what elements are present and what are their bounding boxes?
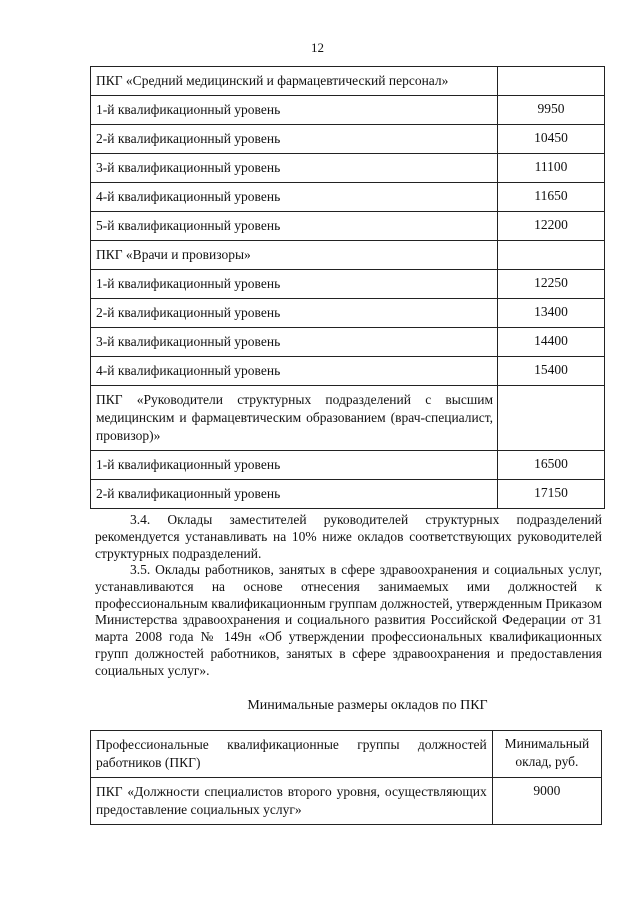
table-row: [91, 328, 605, 357]
level-name-cell: 2-й квалификационный уровень: [91, 125, 498, 154]
section-subtitle: Минимальные размеры окладов по ПКГ: [247, 698, 488, 713]
level-name-cell: 1-й квалификационный уровень: [91, 451, 498, 480]
table-row: [91, 480, 605, 509]
table-row: [91, 96, 605, 125]
table-row: [91, 299, 605, 328]
salary-table-medical: [90, 66, 605, 509]
table-row: [91, 241, 605, 270]
table-row: [91, 357, 605, 386]
table-header-row: [91, 731, 602, 778]
pkg-name-cell: ПКГ «Руководители структурных подразделений с высшим медицинским и фармацевтическим образованием (врач-специалист, провизор)»: [91, 386, 498, 451]
salary-cell: 11100: [498, 154, 605, 183]
clause-3-4-text: 3.4. Оклады заместителей руководителей структурных подразделений рекомендуется устанавливать на 10% ниже окладов соответствующих руководителей структурных подразделений.: [95, 512, 602, 561]
salary-cell: 12200: [498, 212, 605, 241]
table-row: [91, 212, 605, 241]
table-row: [91, 183, 605, 212]
pkg-name-cell: ПКГ «Средний медицинский и фармацевтический персонал»: [91, 67, 498, 96]
salary-cell: [498, 241, 605, 270]
salary-cell: [498, 386, 605, 451]
clause-3-5-text: 3.5. Оклады работников, занятых в сфере здравоохранения и социальных услуг, устанавливаются на основе отнесения занимаемых ими должностей к профессиональным квалификационным группам должностей, утвержденным Приказом Министерства здравоохранения и социального развития Российской Федерации от 31 марта 2008 года № 149н «Об утверждении профессиональных квалификационных групп должностей работников, занятых в сфере здравоохранения и предоставления социальных услуг».: [95, 562, 602, 678]
level-name-cell: 1-й квалификационный уровень: [91, 96, 498, 125]
table-row: [91, 451, 605, 480]
level-name-cell: 4-й квалификационный уровень: [91, 183, 498, 212]
salary-cell: 17150: [498, 480, 605, 509]
table-row: [91, 154, 605, 183]
salary-cell: 15400: [498, 357, 605, 386]
level-name-cell: 2-й квалификационный уровень: [91, 299, 498, 328]
level-name-cell: 5-й квалификационный уровень: [91, 212, 498, 241]
salary-cell: 14400: [498, 328, 605, 357]
salary-cell: 16500: [498, 451, 605, 480]
salary-cell: 9000: [492, 778, 601, 825]
salary-cell: 9950: [498, 96, 605, 125]
level-name-cell: 2-й квалификационный уровень: [91, 480, 498, 509]
table-row: [91, 67, 605, 96]
pkg-name-cell: ПКГ «Должности специалистов второго уровня, осуществляющих предоставление социальных услуг»: [91, 778, 493, 825]
level-name-cell: 3-й квалификационный уровень: [91, 328, 498, 357]
table-row: [91, 778, 602, 825]
salary-cell: 11650: [498, 183, 605, 212]
header-salary-cell: Минимальный оклад, руб.: [492, 731, 601, 778]
header-pkg-cell: Профессиональные квалификационные группы должностей работников (ПКГ): [91, 731, 493, 778]
page-number: 12: [311, 40, 324, 55]
table-row: [91, 386, 605, 451]
clause-3-4: [95, 512, 602, 562]
table-row: [91, 270, 605, 299]
salary-cell: [498, 67, 605, 96]
level-name-cell: 3-й квалификационный уровень: [91, 154, 498, 183]
table-row: [91, 125, 605, 154]
level-name-cell: 1-й квалификационный уровень: [91, 270, 498, 299]
salary-cell: 13400: [498, 299, 605, 328]
salary-table-social: [90, 730, 602, 825]
clause-3-5: [95, 562, 602, 680]
salary-cell: 12250: [498, 270, 605, 299]
salary-cell: 10450: [498, 125, 605, 154]
pkg-name-cell: ПКГ «Врачи и провизоры»: [91, 241, 498, 270]
level-name-cell: 4-й квалификационный уровень: [91, 357, 498, 386]
